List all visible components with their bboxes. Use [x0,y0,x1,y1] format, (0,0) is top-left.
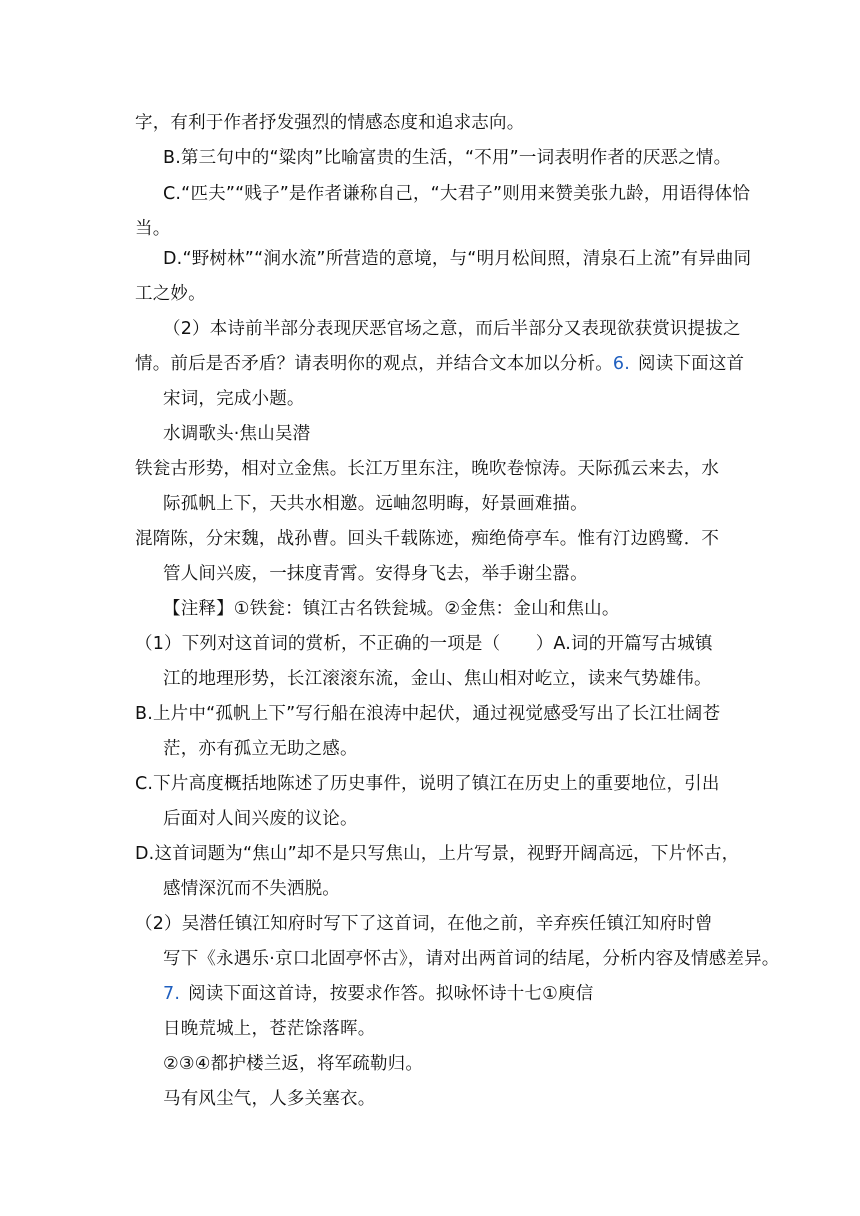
question-6-text: 阅读下面这首 [638,354,745,374]
option-b-line: B.上片中“孤帆上下”写行船在浪涛中起伏，通过视觉感受写出了长江壮阔苍 [135,704,721,724]
annotation-line: 【注释】①铁瓮：镇江古名铁瓮城。②金焦：金山和焦山。 [163,599,620,619]
text-line: 江的地理形势，长江滚滚东流，金山、焦山相对屹立，读来气势雄伟。 [163,669,712,689]
option-b-line: B.第三句中的“粱肉”比喻富贵的生活，“不用”一词表明作者的厌恶之情。 [163,148,732,168]
question-2-continued [135,351,744,377]
poem-line: 管人间兴废，一抹度青霄。安得身飞去，举手谢尘嚣。 [163,564,588,584]
poem-line: 际孤帆上下，天共水相邀。远岫忽明晦，好景画难描。 [163,494,588,514]
question-1-line: （1）下列对这首词的赏析，不正确的一项是（ ）A.词的开篇写古城镇 [135,634,713,654]
poem-line: 日晚荒城上，苍茫馀落晖。 [163,1019,376,1039]
poem-title: 水调歌头·焦山吴潜 [163,424,311,444]
text-line: 字，有利于作者抒发强烈的情感态度和追求志向。 [135,113,525,133]
question-2-line: （2）吴潜任镇江知府时写下了这首词，在他之前，辛弃疾任镇江知府时曾 [135,914,713,934]
option-c-line: C.下片高度概括地陈述了历史事件，说明了镇江在历史上的重要地位，引出 [135,774,720,794]
question-6-continued: 宋词，完成小题。 [163,389,305,409]
text-line: 工之妙。 [135,284,206,304]
option-c-line: C.“匹夫”“贱子”是作者谦称自己，“大君子”则用来赞美张九龄，用语得体恰 [163,184,751,204]
poem-line: 马有风尘气，人多关塞衣。 [163,1089,376,1109]
option-d-line: D.这首词题为“焦山”却不是只写焦山，上片写景，视野开阔高远，下片怀古， [135,844,740,864]
text-line: 感情深沉而不失洒脱。 [163,879,340,899]
text-segment: 情。前后是否矛盾？请表明你的观点，并结合文本加以分析。 [135,354,613,374]
poem-line: ②③④都护楼兰返，将军疏勒归。 [163,1054,424,1074]
text-line: 当。 [135,219,171,239]
poem-line: 铁瓮古形势，相对立金焦。长江万里东注，晚吹卷惊涛。天际孤云来去，水 [135,459,720,479]
text-line: 后面对人间兴废的议论。 [163,809,358,829]
text-line: 茫，亦有孤立无助之感。 [163,739,358,759]
question-7-number: 7. [163,984,181,1004]
poem-line: 混隋陈，分宋魏，战孙曹。回头千载陈迹，痴绝倚亭车。惟有汀边鸥鹭．不 [135,529,720,549]
question-6-number: 6. [612,354,631,374]
question-2-line: （2）本诗前半部分表现厌恶官场之意，而后半部分又表现欲获赏识提拔之 [163,319,741,339]
option-d-line: D.“野树林”“涧水流”所营造的意境，与“明月松间照，清泉石上流”有异曲同 [163,249,752,269]
question-7-line [163,981,593,1007]
question-7-text: 阅读下面这首诗，按要求作答。拟咏怀诗十七①庾信 [188,984,594,1004]
text-line: 写下《永遇乐·京口北固亭怀古》，请对出两首词的结尾，分析内容及情感差异。 [163,949,780,969]
